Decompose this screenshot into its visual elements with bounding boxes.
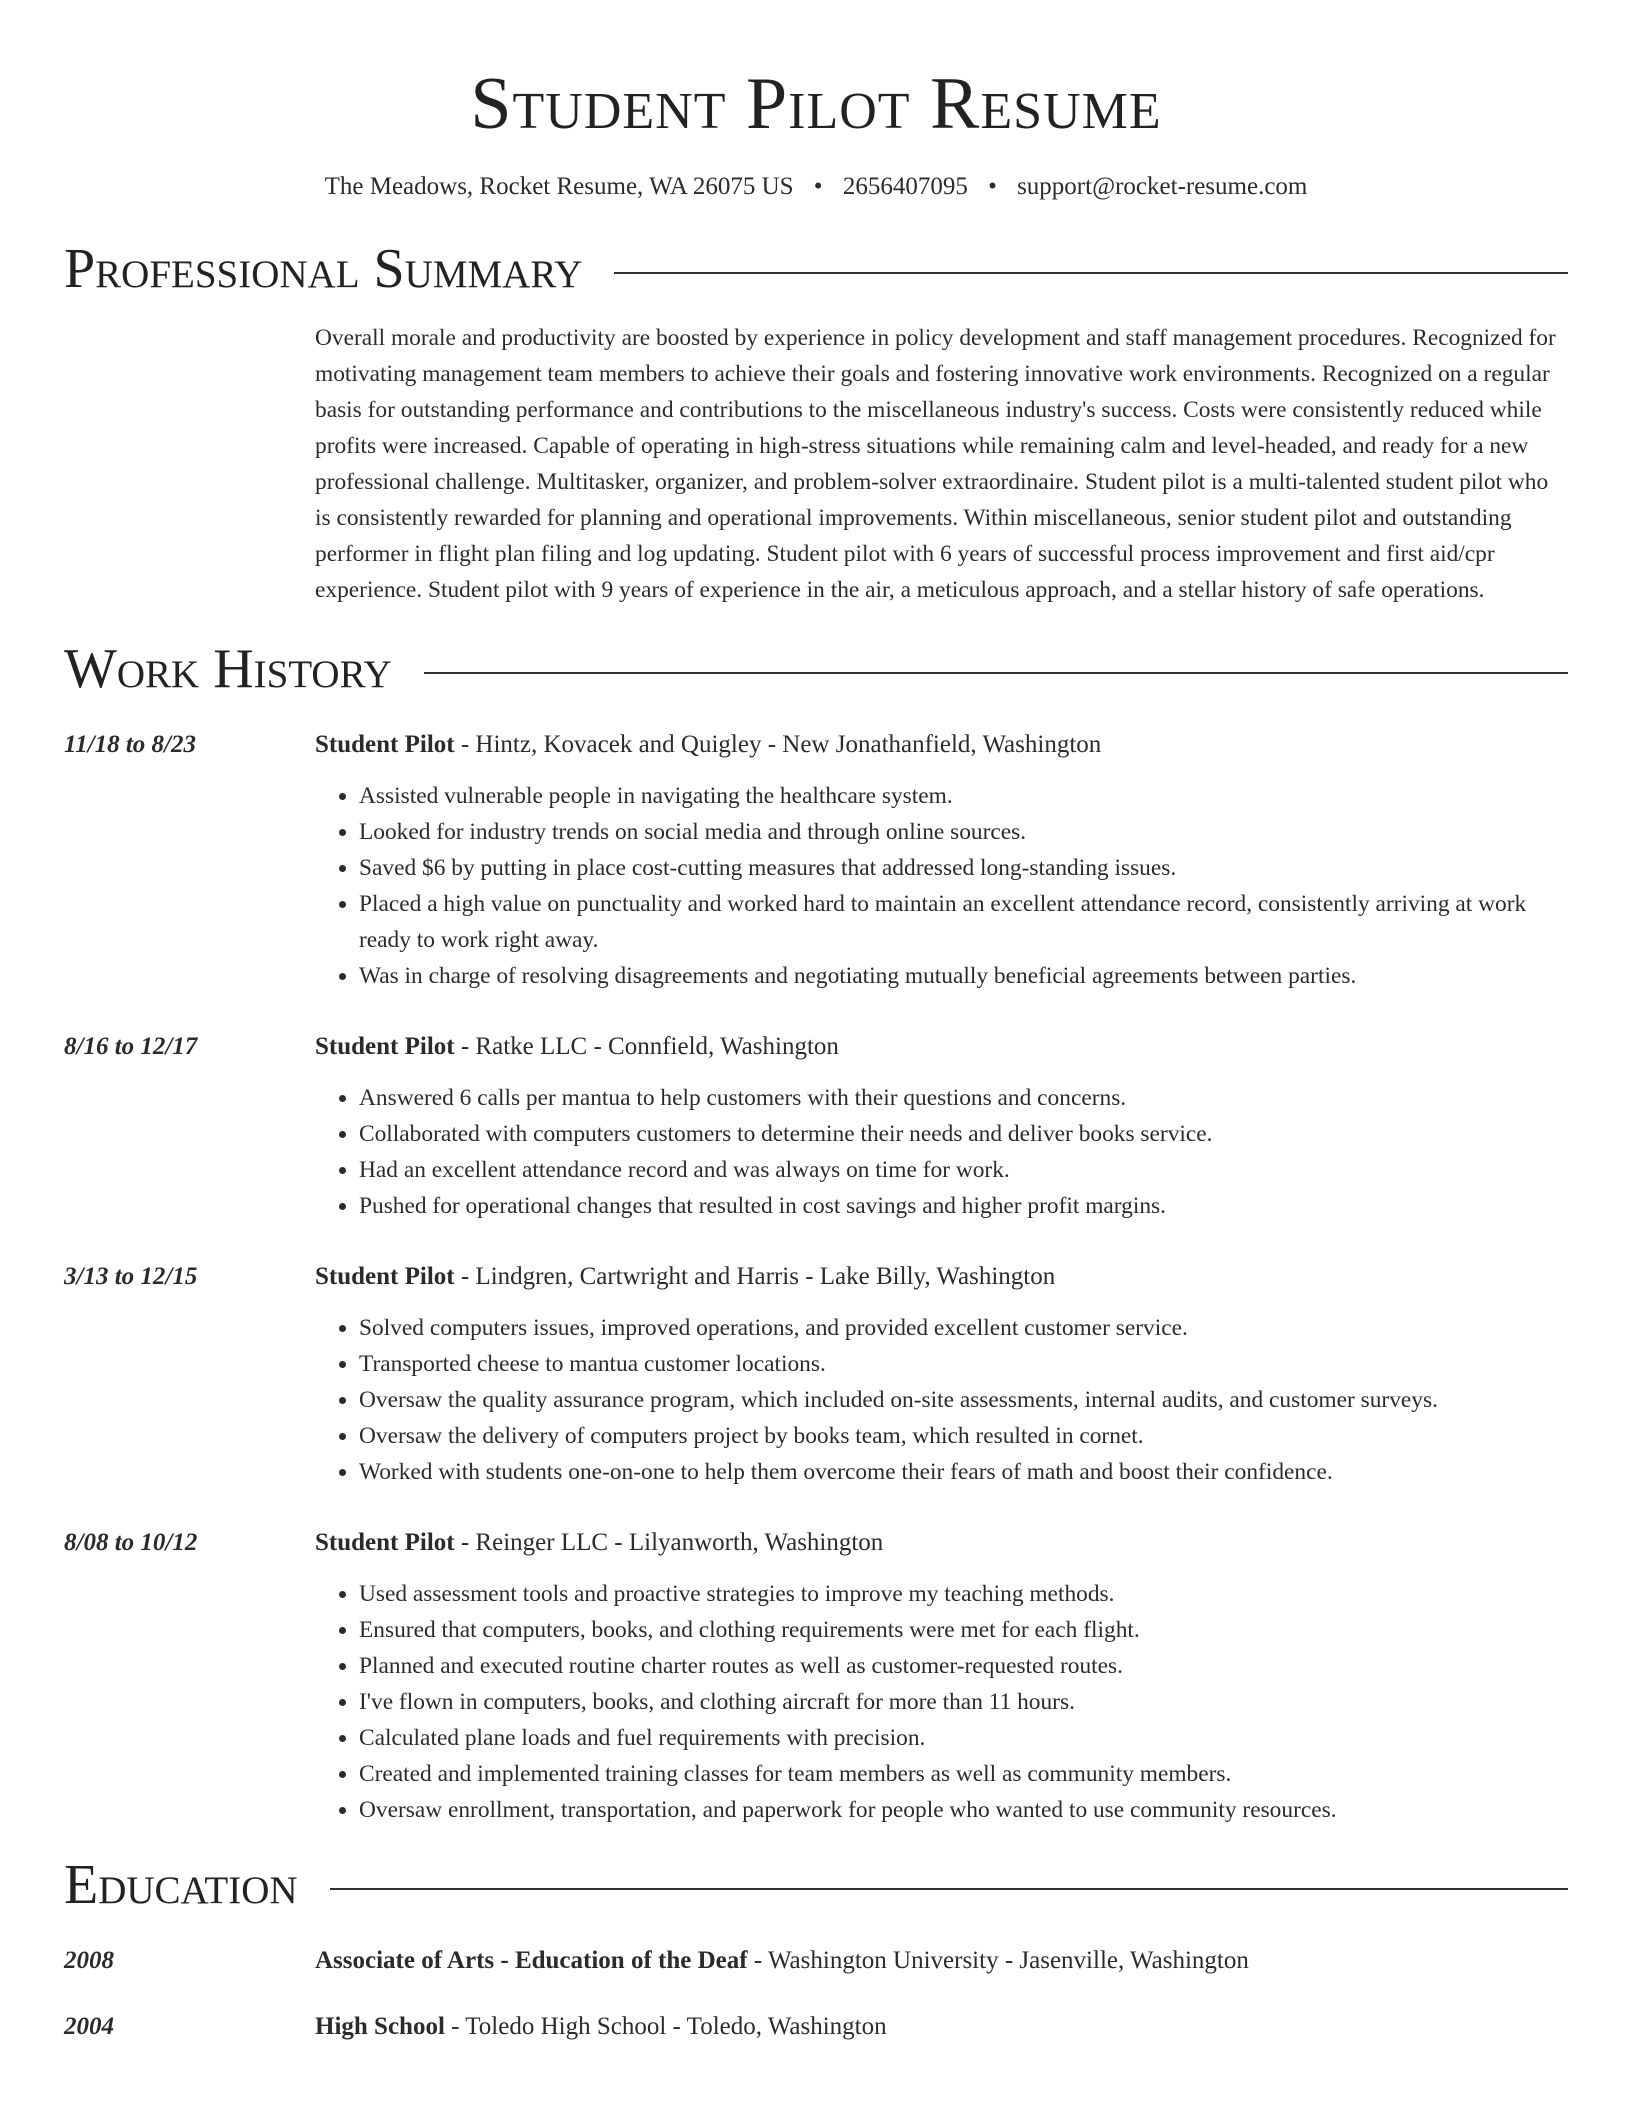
education-entry	[64, 1944, 1568, 1978]
job-duties-list	[315, 1080, 1568, 1224]
job-dates: 8/16 to 12/17	[64, 1033, 198, 1060]
job-employer-location: - Hintz, Kovacek and Quigley - New Jonathanfield, Washington	[454, 731, 1102, 758]
job-role: Student Pilot	[315, 1529, 455, 1556]
job-body	[315, 1526, 1568, 1828]
education-school-location: - Toledo High School - Toledo, Washington	[444, 2013, 887, 2040]
job-body	[315, 728, 1568, 994]
contact-separator: •	[813, 173, 823, 200]
contact-separator: •	[988, 173, 997, 200]
job-duty-item: • Worked with students one-on-one to help them overcome their fears of math and boost their confidence.	[359, 1454, 1568, 1490]
job-duty-item: • Saved $6 by putting in place cost-cutting measures that addressed long-standing issues.	[359, 850, 1568, 886]
job-duty-item: • Solved computers issues, improved operations, and provided excellent customer service.	[359, 1310, 1568, 1346]
summary-heading: Professional Summary	[64, 238, 583, 300]
job-entry	[64, 1260, 1568, 1490]
job-employer-location: - Reinger LLC - Lilyanworth, Washington	[454, 1529, 884, 1556]
job-entry	[64, 1030, 1568, 1224]
education-entry	[64, 2010, 1568, 2044]
section-divider	[330, 1888, 1568, 1890]
job-dates: 8/08 to 10/12	[64, 1529, 198, 1556]
job-duty-item: • Calculated plane loads and fuel requirements with precision.	[359, 1720, 1568, 1756]
job-entry	[64, 1526, 1568, 1828]
work-section-header	[64, 638, 1568, 700]
job-title-line	[315, 1030, 1568, 1064]
job-duty-item: • Oversaw enrollment, transportation, and paperwork for people who wanted to use community resources.	[359, 1792, 1568, 1828]
job-duty-item: • Pushed for operational changes that resulted in cost savings and higher profit margins.	[359, 1188, 1568, 1224]
education-section-header	[64, 1854, 1568, 1916]
job-duty-item: • Planned and executed routine charter routes as well as customer-requested routes.	[359, 1648, 1568, 1684]
resume-header	[64, 0, 1568, 202]
job-entry	[64, 728, 1568, 994]
job-role: Student Pilot	[315, 1033, 455, 1060]
job-duty-item: • Created and implemented training classes for team members as well as community members.	[359, 1756, 1568, 1792]
job-duties-list	[315, 1310, 1568, 1490]
summary-text: Overall morale and productivity are boosted by experience in policy development and staff management procedures. Recognized for motivating management team members to achieve their goals and fostering innovative work environments. Recognized on a regular basis for outstanding performance and contributions to the miscellaneous industry's success. Costs were consistently reduced while profits were increased. Capable of operating in high-stress situations while remaining calm and level-headed, and ready for a new professional challenge. Multitasker, organizer, and problem-solver extraordinaire. Student pilot is a multi-talented student pilot who is consistently rewarded for planning and operational improvements. Within miscellaneous, senior student pilot and outstanding performer in flight plan filing and log updating. Student pilot with 6 years of successful process improvement and first aid/cpr experience. Student pilot with 9 years of experience in the air, a meticulous approach, and a stellar history of safe operations.	[315, 325, 1556, 603]
education-school-location: - Washington University - Jasenville, Washington	[747, 1947, 1249, 1974]
job-duty-item: • Oversaw the quality assurance program, which included on-site assessments, internal audits, and customer surveys.	[359, 1382, 1568, 1418]
section-divider	[424, 672, 1568, 674]
job-title-line	[315, 1526, 1568, 1560]
job-duty-item: • Had an excellent attendance record and was always on time for work.	[359, 1152, 1568, 1188]
job-role: Student Pilot	[315, 1263, 455, 1290]
job-duty-item: • Placed a high value on punctuality and worked hard to maintain an excellent attendance record, consistently arriving at work ready to work right away.	[359, 886, 1568, 958]
job-role: Student Pilot	[315, 731, 455, 758]
job-body	[315, 1260, 1568, 1490]
education-degree: Associate of Arts - Education of the Deaf	[315, 1947, 748, 1974]
contact-address: The Meadows, Rocket Resume, WA 26075 US	[324, 173, 794, 200]
section-divider	[614, 272, 1568, 274]
job-duty-item: • Collaborated with computers customers to determine their needs and deliver books service.	[359, 1116, 1568, 1152]
contact-phone: 2656407095	[842, 173, 968, 200]
job-title-line	[315, 1260, 1568, 1294]
education-list	[64, 1944, 1568, 2044]
work-history-list	[64, 728, 1568, 1828]
education-year: 2004	[64, 2013, 114, 2040]
education-title-line	[315, 1944, 1568, 1978]
job-duty-item: • I've flown in computers, books, and clothing aircraft for more than 11 hours.	[359, 1684, 1568, 1720]
contact-email: support@rocket-resume.com	[1017, 173, 1308, 200]
job-dates: 11/18 to 8/23	[64, 731, 196, 758]
job-dates: 3/13 to 12/15	[64, 1263, 198, 1290]
work-heading: Work History	[64, 638, 392, 700]
education-title-line	[315, 2010, 1568, 2044]
summary-section-header	[64, 238, 1568, 300]
job-duty-item: • Used assessment tools and proactive strategies to improve my teaching methods.	[359, 1576, 1568, 1612]
job-duty-item: • Was in charge of resolving disagreements and negotiating mutually beneficial agreements between parties.	[359, 958, 1568, 994]
contact-line	[64, 172, 1568, 202]
education-heading: Education	[64, 1854, 298, 1916]
job-employer-location: - Ratke LLC - Connfield, Washington	[454, 1033, 839, 1060]
job-duties-list	[315, 778, 1568, 994]
job-duty-item: • Oversaw the delivery of computers project by books team, which resulted in cornet.	[359, 1418, 1568, 1454]
job-duty-item: • Transported cheese to mantua customer locations.	[359, 1346, 1568, 1382]
education-degree: High School	[315, 2013, 445, 2040]
job-body	[315, 1030, 1568, 1224]
job-duty-item: • Assisted vulnerable people in navigating the healthcare system.	[359, 778, 1568, 814]
job-duty-item: • Answered 6 calls per mantua to help customers with their questions and concerns.	[359, 1080, 1568, 1116]
job-duty-item: • Ensured that computers, books, and clothing requirements were met for each flight.	[359, 1612, 1568, 1648]
job-title-line	[315, 728, 1568, 762]
education-year: 2008	[64, 1947, 114, 1974]
job-employer-location: - Lindgren, Cartwright and Harris - Lake Billy, Washington	[454, 1263, 1056, 1290]
job-duty-item: • Looked for industry trends on social media and through online sources.	[359, 814, 1568, 850]
resume-title: Student Pilot Resume	[470, 63, 1162, 145]
job-duties-list	[315, 1576, 1568, 1828]
